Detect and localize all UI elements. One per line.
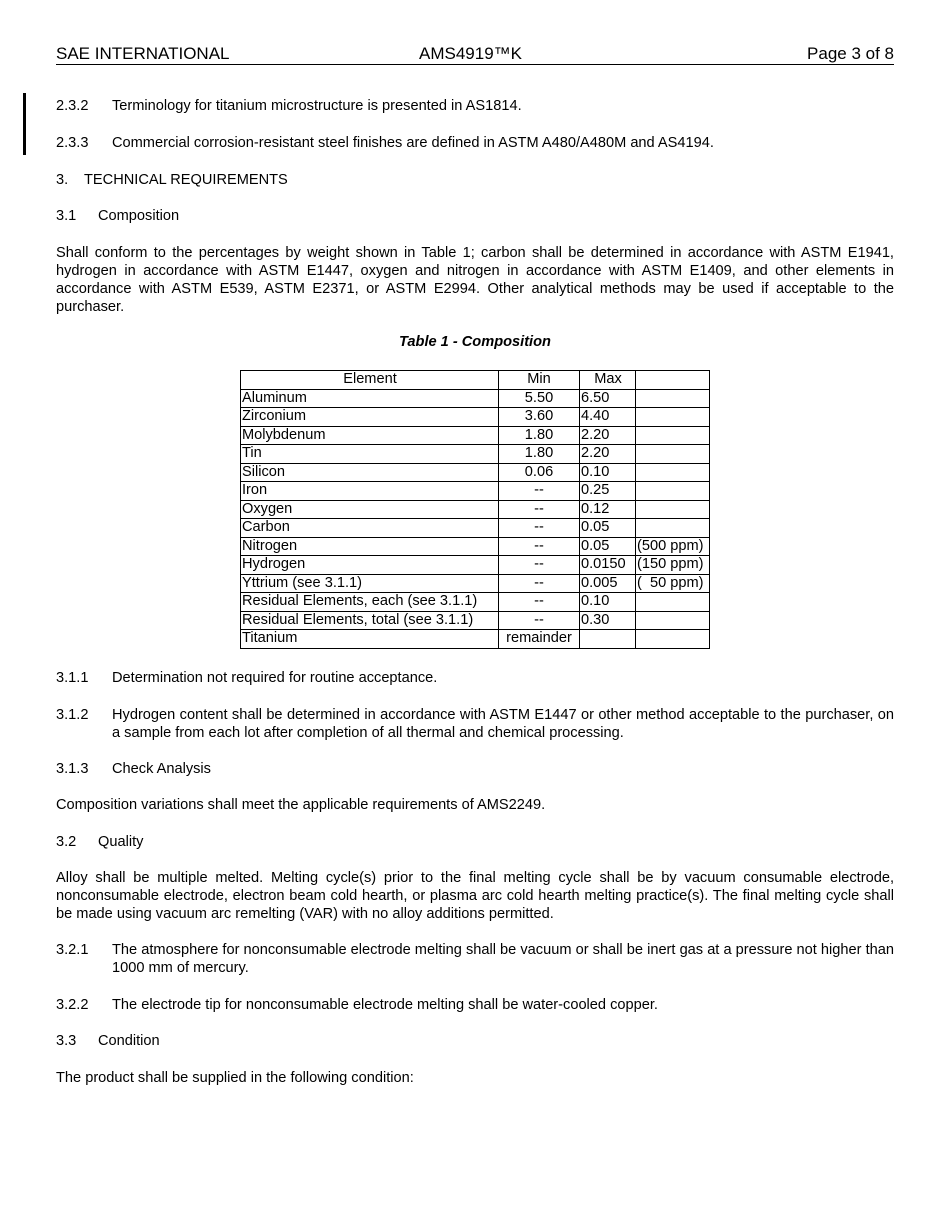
cell-extra — [636, 519, 710, 538]
cell-element: Yttrium (see 3.1.1) — [241, 574, 499, 593]
para-3-2-1 — [56, 941, 894, 977]
para-2-3-2 — [56, 97, 894, 115]
cell-extra — [636, 482, 710, 501]
header-element: Element — [241, 371, 499, 390]
cell-max: 2.20 — [580, 445, 636, 464]
cell-extra: (150 ppm) — [636, 556, 710, 575]
cell-extra — [636, 408, 710, 427]
cell-max: 6.50 — [580, 389, 636, 408]
cell-min: -- — [499, 482, 580, 501]
header-extra — [636, 371, 710, 390]
cell-element: Residual Elements, each (see 3.1.1) — [241, 593, 499, 612]
table-row — [241, 463, 710, 482]
cell-max — [580, 630, 636, 649]
cell-element: Hydrogen — [241, 556, 499, 575]
cell-min: -- — [499, 519, 580, 538]
table-row — [241, 630, 710, 649]
heading-3-2 — [56, 833, 894, 851]
cell-element: Tin — [241, 445, 499, 464]
section-text: Terminology for titanium microstructure is presented in AS1814. — [112, 98, 522, 114]
header-org: SAE INTERNATIONAL — [56, 44, 230, 63]
section-heading: Composition — [98, 208, 180, 224]
para-3-3-body: The product shall be supplied in the following condition: — [56, 1070, 414, 1086]
section-text: Commercial corrosion-resistant steel finishes are defined in ASTM A480/A480M and AS4194. — [112, 135, 714, 151]
table-caption: Table 1 - Composition — [399, 334, 551, 350]
para-3-1-2 — [56, 706, 894, 742]
heading-3-1 — [56, 207, 894, 225]
cell-extra: (500 ppm) — [636, 537, 710, 556]
table-row — [241, 519, 710, 538]
table-row — [241, 611, 710, 630]
section-text: The atmosphere for nonconsumable electrode melting shall be vacuum or shall be inert gas at a pressure not higher than 1000 mm of mercury. — [112, 942, 894, 976]
cell-extra — [636, 611, 710, 630]
header-max: Max — [580, 371, 636, 390]
table-row — [241, 500, 710, 519]
cell-element: Titanium — [241, 630, 499, 649]
table-row — [241, 537, 710, 556]
para-3-2-2 — [56, 996, 894, 1014]
heading-3 — [56, 171, 894, 189]
cell-min: 5.50 — [499, 389, 580, 408]
section-heading: Quality — [98, 834, 144, 850]
section-number: 3.1.3 — [56, 761, 89, 777]
section-number: 3.1.2 — [56, 707, 89, 723]
section-text: Hydrogen content shall be determined in accordance with ASTM E1447 or other method acceptable to the purchaser, on a sample from each lot after completion of all thermal and chemical processing. — [112, 707, 894, 741]
cell-max: 4.40 — [580, 408, 636, 427]
cell-extra — [636, 593, 710, 612]
cell-min: 1.80 — [499, 445, 580, 464]
cell-max: 0.005 — [580, 574, 636, 593]
cell-element: Oxygen — [241, 500, 499, 519]
para-2-3-3 — [56, 134, 894, 152]
table-row — [241, 556, 710, 575]
revision-change-bar — [23, 93, 26, 155]
para-3-2-body: Alloy shall be multiple melted. Melting cycle(s) prior to the final melting cycle shall be by vacuum consumable electrode, nonconsumable electrode, electron beam cold hearth, or plasma arc cold hearth melting practice(s). The final melting cycle shall be made using vacuum arc remelting (VAR) with no alloy additions permitted. — [56, 870, 894, 922]
cell-min: remainder — [499, 630, 580, 649]
cell-extra — [636, 445, 710, 464]
para-3-1-body: Shall conform to the percentages by weight shown in Table 1; carbon shall be determined in accordance with ASTM E1941, hydrogen in accordance with ASTM E1447, oxygen and nitrogen in accordance with ASTM E1409, and other elements in accordance with ASTM E539, ASTM E2371, or ASTM E2994. Other analytical methods may be used if acceptable to the purchaser. — [56, 245, 894, 315]
cell-element: Molybdenum — [241, 426, 499, 445]
cell-max: 0.10 — [580, 593, 636, 612]
cell-extra — [636, 426, 710, 445]
cell-extra: ( 50 ppm) — [636, 574, 710, 593]
cell-min: 0.06 — [499, 463, 580, 482]
cell-max: 0.30 — [580, 611, 636, 630]
cell-min: -- — [499, 611, 580, 630]
section-number: 3. — [56, 172, 69, 188]
cell-max: 0.0150 — [580, 556, 636, 575]
table-header-row — [241, 371, 710, 390]
page-header — [56, 44, 894, 65]
cell-element: Silicon — [241, 463, 499, 482]
cell-extra — [636, 463, 710, 482]
cell-min: -- — [499, 574, 580, 593]
cell-min: 1.80 — [499, 426, 580, 445]
para-3-1-1 — [56, 669, 894, 687]
cell-max: 2.20 — [580, 426, 636, 445]
section-number: 2.3.3 — [56, 135, 89, 151]
cell-extra — [636, 500, 710, 519]
table-row — [241, 482, 710, 501]
section-heading: Check Analysis — [112, 761, 211, 777]
cell-element: Carbon — [241, 519, 499, 538]
cell-max: 0.12 — [580, 500, 636, 519]
section-number: 3.2 — [56, 834, 77, 850]
table-row — [241, 593, 710, 612]
section-number: 3.3 — [56, 1033, 77, 1049]
section-number: 3.1.1 — [56, 670, 89, 686]
section-number: 2.3.2 — [56, 98, 89, 114]
cell-min: -- — [499, 537, 580, 556]
cell-min: 3.60 — [499, 408, 580, 427]
header-doc-id: AMS4919™K — [419, 44, 522, 63]
cell-element: Iron — [241, 482, 499, 501]
table-row — [241, 426, 710, 445]
section-number: 3.2.1 — [56, 942, 89, 958]
heading-3-3 — [56, 1032, 894, 1050]
table-body — [241, 389, 710, 648]
cell-min: -- — [499, 593, 580, 612]
header-page-number: Page 3 of 8 — [807, 44, 894, 63]
table-row — [241, 445, 710, 464]
heading-3-1-3 — [56, 760, 894, 778]
section-text: Determination not required for routine acceptance. — [112, 670, 438, 686]
cell-max: 0.10 — [580, 463, 636, 482]
cell-max: 0.05 — [580, 537, 636, 556]
cell-element: Zirconium — [241, 408, 499, 427]
section-heading: TECHNICAL REQUIREMENTS — [84, 172, 288, 188]
cell-element: Nitrogen — [241, 537, 499, 556]
section-text: The electrode tip for nonconsumable electrode melting shall be water-cooled copper. — [112, 997, 658, 1013]
table-row — [241, 574, 710, 593]
table-row — [241, 389, 710, 408]
header-min: Min — [499, 371, 580, 390]
cell-max: 0.05 — [580, 519, 636, 538]
cell-min: -- — [499, 500, 580, 519]
cell-max: 0.25 — [580, 482, 636, 501]
composition-table — [240, 370, 710, 649]
cell-extra — [636, 389, 710, 408]
para-3-1-3-body: Composition variations shall meet the applicable requirements of AMS2249. — [56, 797, 546, 813]
cell-element: Residual Elements, total (see 3.1.1) — [241, 611, 499, 630]
cell-min: -- — [499, 556, 580, 575]
section-number: 3.1 — [56, 208, 77, 224]
cell-extra — [636, 630, 710, 649]
table-row — [241, 408, 710, 427]
section-heading: Condition — [98, 1033, 160, 1049]
section-number: 3.2.2 — [56, 997, 89, 1013]
cell-element: Aluminum — [241, 389, 499, 408]
